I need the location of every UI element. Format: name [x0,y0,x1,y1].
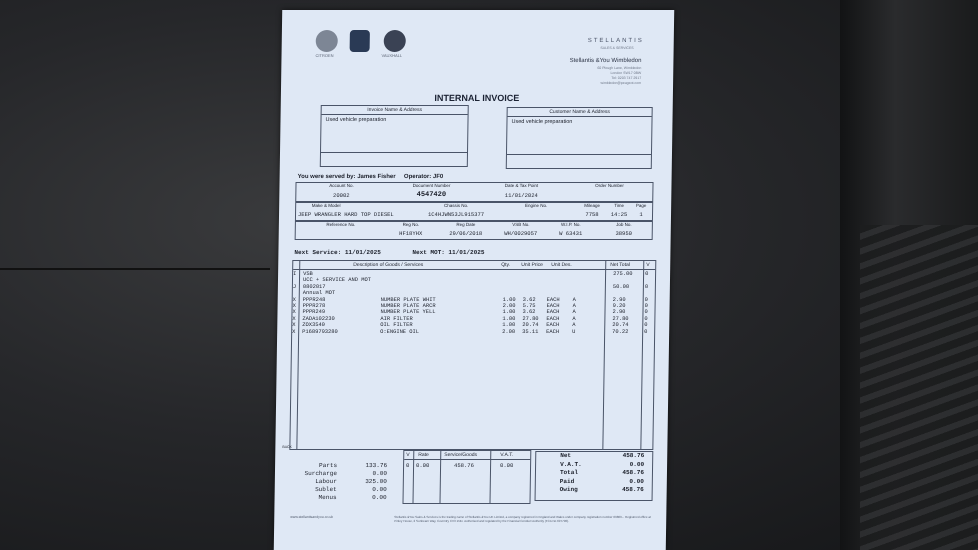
item-desc: NUMBER PLATE ARCR [380,303,436,309]
dealer-address [561,66,641,86]
reg-no-label: Reg No. [402,222,420,227]
col-divider [412,451,414,503]
totals-row [536,486,652,495]
item-code: ZADA102230 [302,315,335,322]
item-code: VSB [303,271,313,277]
item-v: 0 [644,283,649,290]
item-price: 3.62 [522,309,536,316]
invoice-name-label: Invoice Name & Address [322,106,468,115]
address-line: Tel: 0203 747 2917 [611,76,642,80]
reg-date-value: 29/06/2018 [449,230,483,237]
unit-desc-header: Unit Des. [551,262,572,268]
wip-no-value: W 63431 [559,230,583,237]
invoice-name-value: Used vehicle preparation [325,117,387,123]
brand1-label: CITROEN [315,53,334,58]
account-no-label: Account No. [329,183,354,188]
box-divider [321,152,467,153]
item-desc: AIR FILTER [380,315,413,322]
totals-label: Paid [559,477,575,485]
item-code: ZOX3540 [302,322,325,329]
document-number-label: Document Number [412,183,451,188]
summary-value: 0.00 [372,486,387,493]
item-vc: A [572,322,576,329]
job-no-label: Job No. [616,222,632,227]
totals-row [536,461,652,470]
item-price: 20.74 [522,322,539,329]
mileage-label: Mileage [584,203,601,208]
address-line: 60 Plough Lane, Wimbledon [597,66,642,70]
item-code: PPPR249 [302,309,326,316]
item-total: 50.00 [612,283,630,290]
item-price: 35.11 [522,328,539,335]
item-code: P1689793280 [302,328,338,335]
totals-label: Owing [559,486,578,493]
next-mot-value: 11/01/2025 [448,249,485,256]
item-vc: A [572,303,576,309]
vat-rate-header: Rate [418,452,429,458]
summary-row [297,486,387,494]
qty-header: Qty. [501,262,511,268]
reg-no-value: HF18YHX [399,230,423,237]
job-no-value: 38950 [615,230,633,237]
make-model-value: JEEP WRANGLER HARD TOP DIESEL [297,211,394,218]
peugeot-logo-icon [350,30,370,52]
totals-row [536,452,652,461]
next-service-label: Next Service: [294,249,342,256]
next-service [294,249,381,256]
vat-service-goods-value: 458.76 [454,462,474,469]
item-total: 20.74 [612,322,629,329]
chassis-no-value: 1C4HJWN53JL915377 [427,211,485,218]
served-by-name: James Fisher [357,174,396,180]
date-tax-point-value: 11/01/2024 [504,192,538,199]
customer-name-value: Used vehicle preparation [511,119,573,125]
vat-amount-header: V.A.T. [500,452,514,458]
page-value: 1 [639,211,643,218]
vsb-no-label: VSB No. [512,222,530,227]
item-code: PPPR248 [302,296,326,303]
vat-header [404,451,530,460]
page-label: Page [635,203,647,208]
col-divider [439,451,441,503]
item-v: 0 [644,309,648,316]
item-vc: A [572,315,576,322]
next-mot-label: Next MOT: [412,249,445,256]
summary-label: Surcharge [304,470,338,477]
document-number-value: 4547420 [416,191,447,199]
item-v: 0 [644,322,648,329]
item-desc: NUMBER PLATE WHIT [380,296,436,303]
item-price: 27.80 [522,315,539,322]
vat-v-value: 0 [406,462,410,469]
item-qty: 1.00 [502,315,516,322]
item-qty: 1.00 [502,309,516,316]
stellantis-subtitle: SALES & SERVICES [600,46,634,50]
item-desc: OIL FILTER [380,322,413,329]
totals-box [535,451,654,501]
summary-label: Menus [318,494,337,501]
summary-label: Parts [319,462,338,469]
summary-value: 133.76 [365,462,388,469]
summary-row [297,462,387,470]
item-code: PPPR278 [302,303,326,309]
item-code: 0802017 [302,283,326,290]
items-header [293,261,655,270]
vat-table [402,450,531,504]
summary-row [297,494,387,502]
reference-no-label: Reference No. [326,222,356,227]
side-label: BACK [282,445,292,449]
totals-value: 0.00 [629,460,645,468]
totals-value: 458.76 [622,452,645,459]
item-total: 9.20 [612,303,626,309]
customer-name-label: Customer Name & Address [508,108,652,117]
item-vc: A [572,296,576,303]
totals-value: 458.76 [622,469,645,476]
unit-price-header: Unit Price [521,262,543,268]
totals-row [536,469,652,478]
customer-name-box [506,107,653,169]
served-by [298,174,444,180]
vat-rate-value: 0.00 [416,462,430,469]
next-service-value: 11/01/2025 [344,249,381,256]
item-unit: EACH [546,322,560,329]
item-v: 0 [644,315,648,322]
item-unit: EACH [546,296,560,303]
item-unit: EACH [546,328,560,335]
item-flag: J [292,283,297,290]
totals-label: Total [559,469,579,476]
engine-no-label: Engine No. [524,203,548,208]
item-flag: X [292,328,296,335]
item-code: Annual MOT [302,290,336,297]
item-qty: 1.00 [502,296,516,303]
summary-block [297,462,388,502]
floor-mat [860,225,978,550]
address-line: wimbledon@peugeot.com [600,81,642,85]
item-total: 70.22 [612,328,629,335]
item-total: 27.80 [612,315,629,322]
item-unit: EACH [546,303,560,309]
box-divider [507,154,651,155]
citroen-logo-icon [316,30,338,52]
next-mot [412,249,484,256]
item-vc: A [572,309,576,316]
item-flag: X [292,296,296,303]
operator-value: JF0 [432,174,444,180]
invoice-paper [274,10,674,550]
totals-value: 458.76 [622,486,644,493]
order-number-label: Order Number [595,183,624,188]
v-header: V [646,262,650,268]
footer-website: www.stellantisandyou.co.uk [290,515,334,519]
summary-row [297,478,387,486]
totals-label: V.A.T. [560,460,582,468]
item-flag: X [292,315,296,322]
items-table [282,260,656,450]
invoice-name-box [320,105,469,167]
item-price: 3.62 [522,296,536,303]
footer-legal: Stellantis &You Sales & Services is the trading name of Stellantis &You UK Limited, a company registered in England and Wales under company registration number 09809... Registered office at Pinley House, 2 Sunbeam Way, Coventry CV3 1ND. Authorised and regulated by the Financial Conduct Authority (FCA No 697790). [394,515,651,523]
stellantis-logo: STELLANTIS [587,38,644,44]
summary-rows [297,462,388,502]
item-flag: I [293,271,297,277]
desc-header: Description of Goods / Services [353,262,424,268]
item-unit: EACH [546,309,560,316]
item-desc: NUMBER PLATE YELL [380,309,436,316]
item-v: 0 [644,303,648,309]
reference-info-row [295,221,653,240]
item-total: 2.90 [612,309,626,316]
vehicle-info-row [295,202,653,221]
item-v: 0 [644,296,648,303]
address-line: London SW17 0BW [610,71,642,75]
table-row [292,329,654,335]
invoice-title: INTERNAL INVOICE [434,93,520,103]
summary-value: 0.00 [372,494,387,501]
item-v: 0 [644,328,648,335]
vat-v-header: V [406,452,410,458]
summary-value: 0.00 [372,470,388,477]
brand3-label: VAUXHALL [381,53,403,58]
wip-no-label: W.I.P. No. [560,222,581,227]
chassis-no-label: Chassis No. [443,203,469,208]
dealer-name: Stellantis &You Wimbledon [569,58,642,64]
item-flag: X [292,303,296,309]
vsb-no-value: WH/0029057 [504,230,538,237]
operator-label: Operator: [403,174,432,180]
item-price: 5.75 [522,303,536,309]
seat-seam [0,268,270,270]
vat-amount-value: 0.00 [500,462,514,469]
make-model-label: Make & Model [311,203,341,208]
reg-date-label: Reg Date [456,222,476,227]
item-vc: U [572,328,576,335]
net-total-header: Net Total [610,262,630,268]
summary-label: Labour [315,478,337,485]
item-qty: 1.00 [502,322,516,329]
item-qty: 2.00 [502,303,516,309]
vat-row [404,462,530,472]
time-value: 14:25 [610,211,628,218]
item-code: UCC + SERVICE AND MOT [302,277,371,284]
totals-label: Net [560,452,572,459]
summary-label: Sublet [315,486,337,493]
vauxhall-logo-icon [384,30,406,52]
item-total: 275.00 [613,271,633,277]
mileage-value: 7758 [585,211,599,218]
item-total: 2.90 [612,296,626,303]
col-divider [489,451,491,503]
item-qty: 2.00 [502,328,516,335]
served-by-label: You were served by: [297,174,356,180]
totals-row [536,478,652,487]
item-flag: X [292,322,296,329]
item-desc: O:ENGINE OIL [380,328,420,335]
totals-value: 0.00 [629,477,644,485]
totals-rows [536,452,653,495]
vat-service-goods-header: Service/Goods [444,452,478,458]
item-v: 0 [645,271,649,277]
account-no-value: 20002 [333,192,350,199]
summary-row [297,470,387,478]
summary-value: 325.00 [365,478,387,485]
time-label: Time [614,203,625,208]
document-info-row [295,182,653,202]
item-unit: EACH [546,315,560,322]
date-tax-point-label: Date & Tax Point [504,183,539,188]
item-flag: X [292,309,296,316]
